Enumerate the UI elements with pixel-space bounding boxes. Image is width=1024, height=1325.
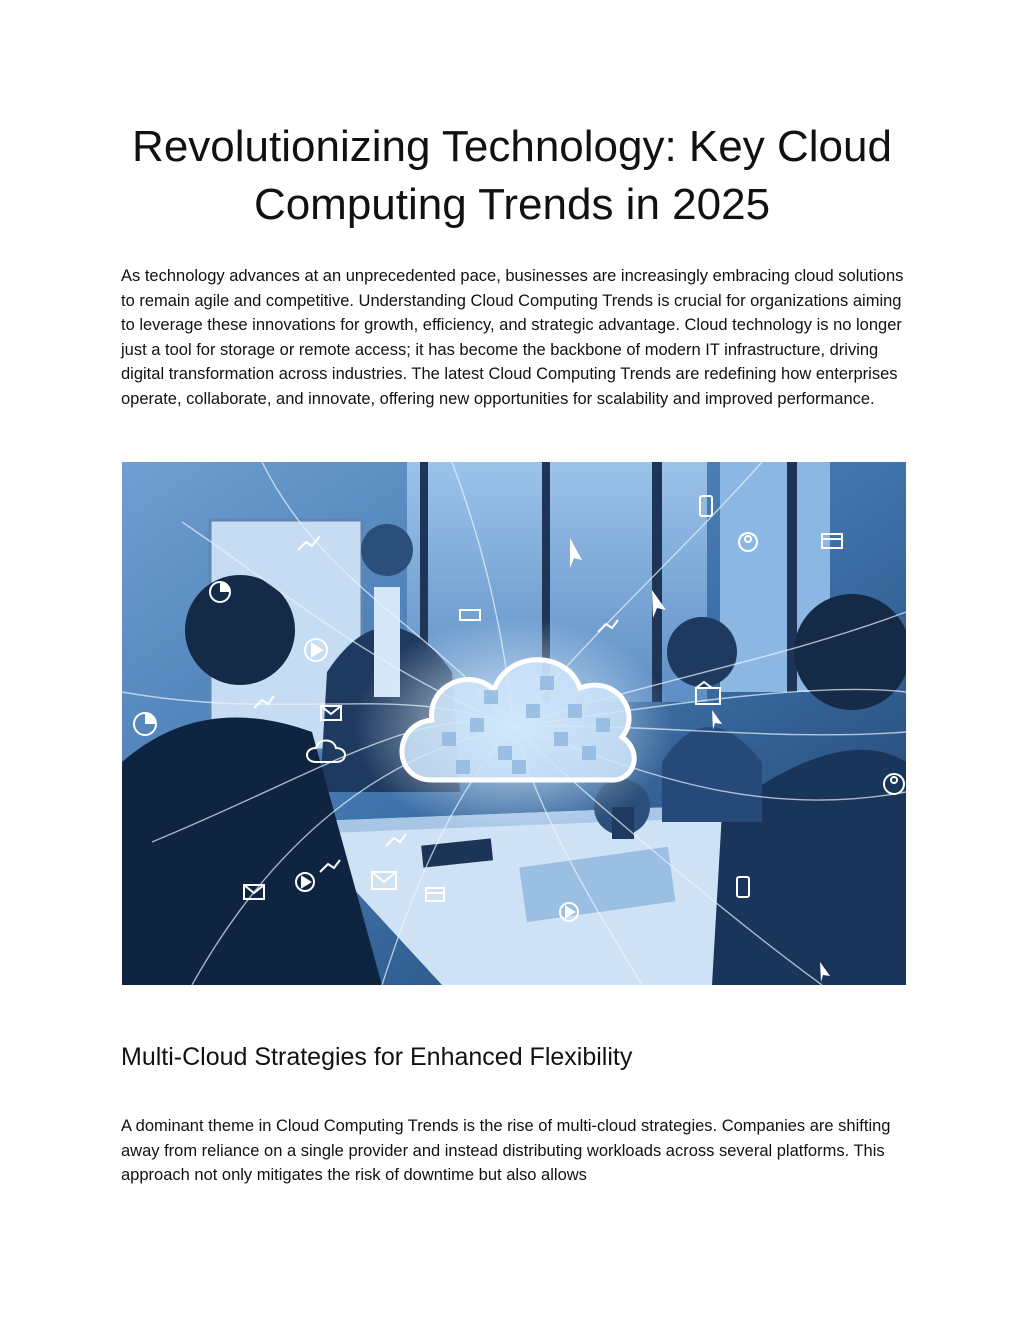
article-title: Revolutionizing Technology: Key Cloud Computing Trends in 2025 [132, 122, 892, 229]
cloud-meeting-image [122, 462, 906, 985]
section-heading: Multi-Cloud Strategies for Enhanced Flexibility [121, 1043, 633, 1071]
intro-paragraph: As technology advances at an unprecedented pace, businesses are increasingly embracing cloud solutions to remain agile and competitive. Understanding Cloud Computing Trends is crucial for organizations aiming to leverage these innovations for growth, efficiency, and strategic advantage. Cloud technology is no longer just a tool for storage or remote access; it has become the backbone of modern IT infrastructure, driving digital transformation across industries. The latest Cloud Computing Trends are redefining how enterprises operate, collaborate, and innovate, offering new opportunities for scalability and improved performance. [121, 267, 904, 408]
section-paragraph: A dominant theme in Cloud Computing Trends is the rise of multi-cloud strategies. Companies are shifting away from reliance on a single provider and instead distributing workloads across several platforms. This approach not only mitigates the risk of downtime but also allows [121, 1117, 891, 1184]
